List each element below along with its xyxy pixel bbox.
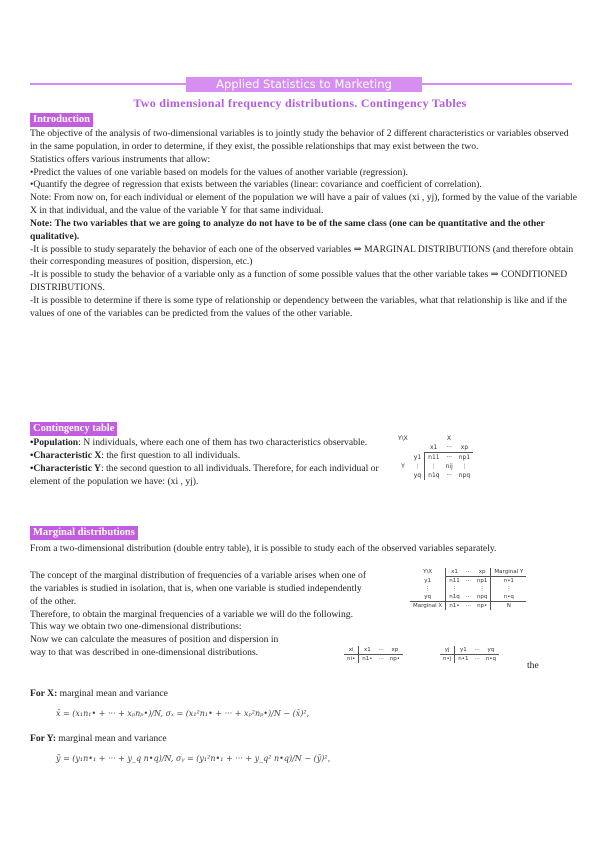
table-col: x1: [425, 443, 443, 453]
table-cell: n•1: [491, 577, 526, 586]
table-cell: ⋮: [425, 462, 443, 471]
table-cell: ⋮: [491, 585, 526, 593]
document-title: Applied Statistics to Marketing: [186, 77, 422, 92]
table-cell: n•1: [455, 655, 472, 664]
table-cell: ···: [446, 472, 453, 479]
intro-paragraph: -It is possible to study separately the behavior of each one of the observed variables ⇒ MARGINAL DISTRIBUTIONS (and therefore obtain their corresponding measures of position, dispersion, etc.): [30, 243, 574, 268]
table-col: xp: [456, 443, 473, 453]
table-cell: ···: [378, 656, 384, 662]
table-cell: ···: [472, 646, 483, 655]
characteristic-x-label: •Characteristic X: [30, 449, 102, 461]
table-cell: n•q: [491, 593, 526, 602]
table-cell: xp: [387, 646, 403, 655]
table-cell: yq: [483, 646, 499, 655]
table-cell: npq: [458, 472, 471, 479]
table-col: ···: [463, 568, 474, 577]
table-cell: y1: [455, 646, 472, 655]
table-corner: Y\X: [423, 569, 433, 576]
contingency-body: [30, 437, 390, 488]
intro-note: Note: From now on, for each individual or element of the population we will have a pair of values (xi , yj), formed by the value of the variable X in that individual, and the value of the variable Y for that same individual.: [30, 192, 577, 217]
contingency-table: [395, 434, 473, 480]
table-cell: np•: [474, 602, 491, 611]
marginal-y-header: Marginal Y: [491, 568, 526, 577]
table-cell: ···: [465, 594, 471, 600]
table-cell: ni•: [347, 656, 356, 662]
marginal-paragraph: The concept of the marginal distribution of frequencies of a variable arises when one of the variables is studied in isolation, that is, when one variable is studied independently of the other.: [30, 570, 367, 607]
table-cell: np•: [389, 656, 400, 662]
table-cell: n11: [446, 577, 463, 586]
characteristic-y-text: : the second question to all individuals. Therefore, for each individual or element of the population we have: (xi , yj).: [30, 462, 379, 487]
document-subtitle: Two dimensional frequency distributions. Contingency Tables: [133, 96, 467, 110]
for-x-line: [30, 688, 578, 701]
table-cell: xi: [344, 646, 359, 655]
section-heading-marginal: Marginal distributions: [30, 526, 138, 540]
intro-paragraph: -It is possible to determine if there is some type of relationship or dependency between the variables, what that relationship is like and if the values of one of the variables can be predicted from the values of the other variable.: [30, 294, 567, 319]
table-cell: np1: [458, 454, 471, 461]
table-cell: N: [491, 602, 526, 611]
for-x-text: marginal mean and variance: [57, 688, 168, 699]
marginal-table: [410, 568, 526, 610]
table-cell: yq: [413, 472, 422, 479]
equation-x: x̄ = (x₁n₁• + ··· + xₚnₚ•)/N, σₓ = (x₁²n₁• + ··· + xₚ²nₚ•)/N − (x̄)²,: [56, 709, 310, 718]
table-row-label: Y: [401, 463, 405, 470]
table-cell: n•q: [485, 656, 496, 662]
table-cell: x1: [359, 646, 376, 655]
marginal-paragraph: Therefore, to obtain the marginal frequencies of a variable we will do the following.: [30, 608, 353, 620]
intro-paragraph: Statistics offers various instruments that allow:: [30, 153, 211, 165]
population-text: : N individuals, where each one of them has two characteristics observable.: [78, 437, 368, 448]
table-cell: npq: [476, 594, 488, 600]
table-cell: ⋮: [479, 586, 485, 592]
table-cell: ⋮: [461, 463, 468, 470]
table-cell: ···: [474, 656, 480, 662]
marginal-paragraph: way to that was described in one-dimensional distributions.: [30, 647, 259, 659]
distribution-x-table: [344, 646, 403, 663]
characteristic-y-label: •Characteristic Y: [30, 462, 101, 474]
table-cell: ⋮: [446, 585, 463, 593]
banner-rule-left: [30, 83, 186, 85]
intro-paragraph: -It is possible to study the behavior of a variable only as a function of some possible values that the other variable takes ⇒ CONDITIONED DISTRIBUTIONS.: [30, 269, 568, 294]
table-cell: n1q: [446, 593, 463, 602]
table-cell: [463, 585, 474, 593]
marginal-body: [30, 570, 370, 660]
table-cell: ···: [376, 646, 387, 655]
intro-paragraph: The objective of the analysis of two-dimensional variables is to jointly study the behavior of 2 different characteristics or variables observed in the same population, in order to determine, if they exist, the possible relationships that may exist between the two.: [30, 128, 569, 152]
equation-y: ȳ = (y₁n•₁ + ··· + y_q n•q)/N, σᵧ = (y₁²n•₁ + ··· + y_q² n•q)/N − (ȳ)²,: [56, 754, 331, 763]
for-y-label: For Y:: [30, 733, 57, 744]
section-heading-contingency: Contingency table: [30, 422, 117, 436]
table-cell: ···: [465, 578, 471, 584]
marginal-continuation: the: [527, 660, 539, 671]
table-cell: ⋮: [424, 586, 431, 592]
section-heading-introduction: Introduction: [30, 113, 93, 127]
characteristic-x-text: : the first question to all individuals.: [101, 449, 241, 461]
table-cell: nij: [445, 463, 453, 470]
marginal-paragraph: Now we can calculate the measures of position and dispersion in: [30, 634, 279, 646]
table-cell: np1: [476, 578, 488, 584]
marginal-paragraph: This way we obtain two one-dimensional distributions:: [30, 621, 242, 633]
for-y-text: marginal mean and variance: [56, 733, 167, 744]
introduction-body: [30, 128, 578, 321]
marginal-paragraph: From a two-dimensional distribution (double entry table), it is possible to study each of the observed variables separately.: [30, 543, 497, 554]
table-cell: n11: [425, 453, 443, 463]
population-label: •Population: [30, 437, 79, 448]
intro-bullet: •Predict the values of one variable based on models for the values of another variable (regression).: [30, 166, 408, 178]
table-cell: yj: [440, 646, 455, 655]
table-corner: Y\X: [398, 435, 408, 442]
table-cell: y1: [413, 453, 422, 461]
table-col: x1: [446, 568, 463, 577]
table-col-header: X: [446, 435, 451, 442]
table-cell: y1: [424, 577, 431, 584]
intro-note-bold: Note: The two variables that we are going to analyze do not have to be of the same class (one can be quantitative and the other qualitative).: [30, 217, 545, 242]
for-y-line: [30, 733, 578, 746]
marginal-x-label: Marginal X: [410, 602, 446, 611]
intro-bullet: •Quantify the degree of regression that exists between the variables (linear: covariance and coefficient of correlation).: [30, 179, 482, 191]
table-col: xp: [474, 568, 491, 577]
marginal-intro: [30, 543, 578, 556]
table-cell: yq: [424, 594, 431, 600]
table-cell: ···: [446, 454, 453, 461]
table-cell: n1•: [446, 602, 463, 611]
for-x-label: For X:: [30, 688, 58, 699]
table-cell: n•j: [443, 656, 452, 662]
table-cell: ⋮: [414, 463, 421, 470]
banner-rule-right: [422, 83, 572, 85]
distribution-y-table: [440, 646, 499, 663]
table-col: ···: [443, 443, 456, 453]
table-cell: ···: [463, 602, 474, 611]
table-cell: n1•: [359, 655, 376, 664]
table-cell: n1q: [425, 471, 443, 480]
